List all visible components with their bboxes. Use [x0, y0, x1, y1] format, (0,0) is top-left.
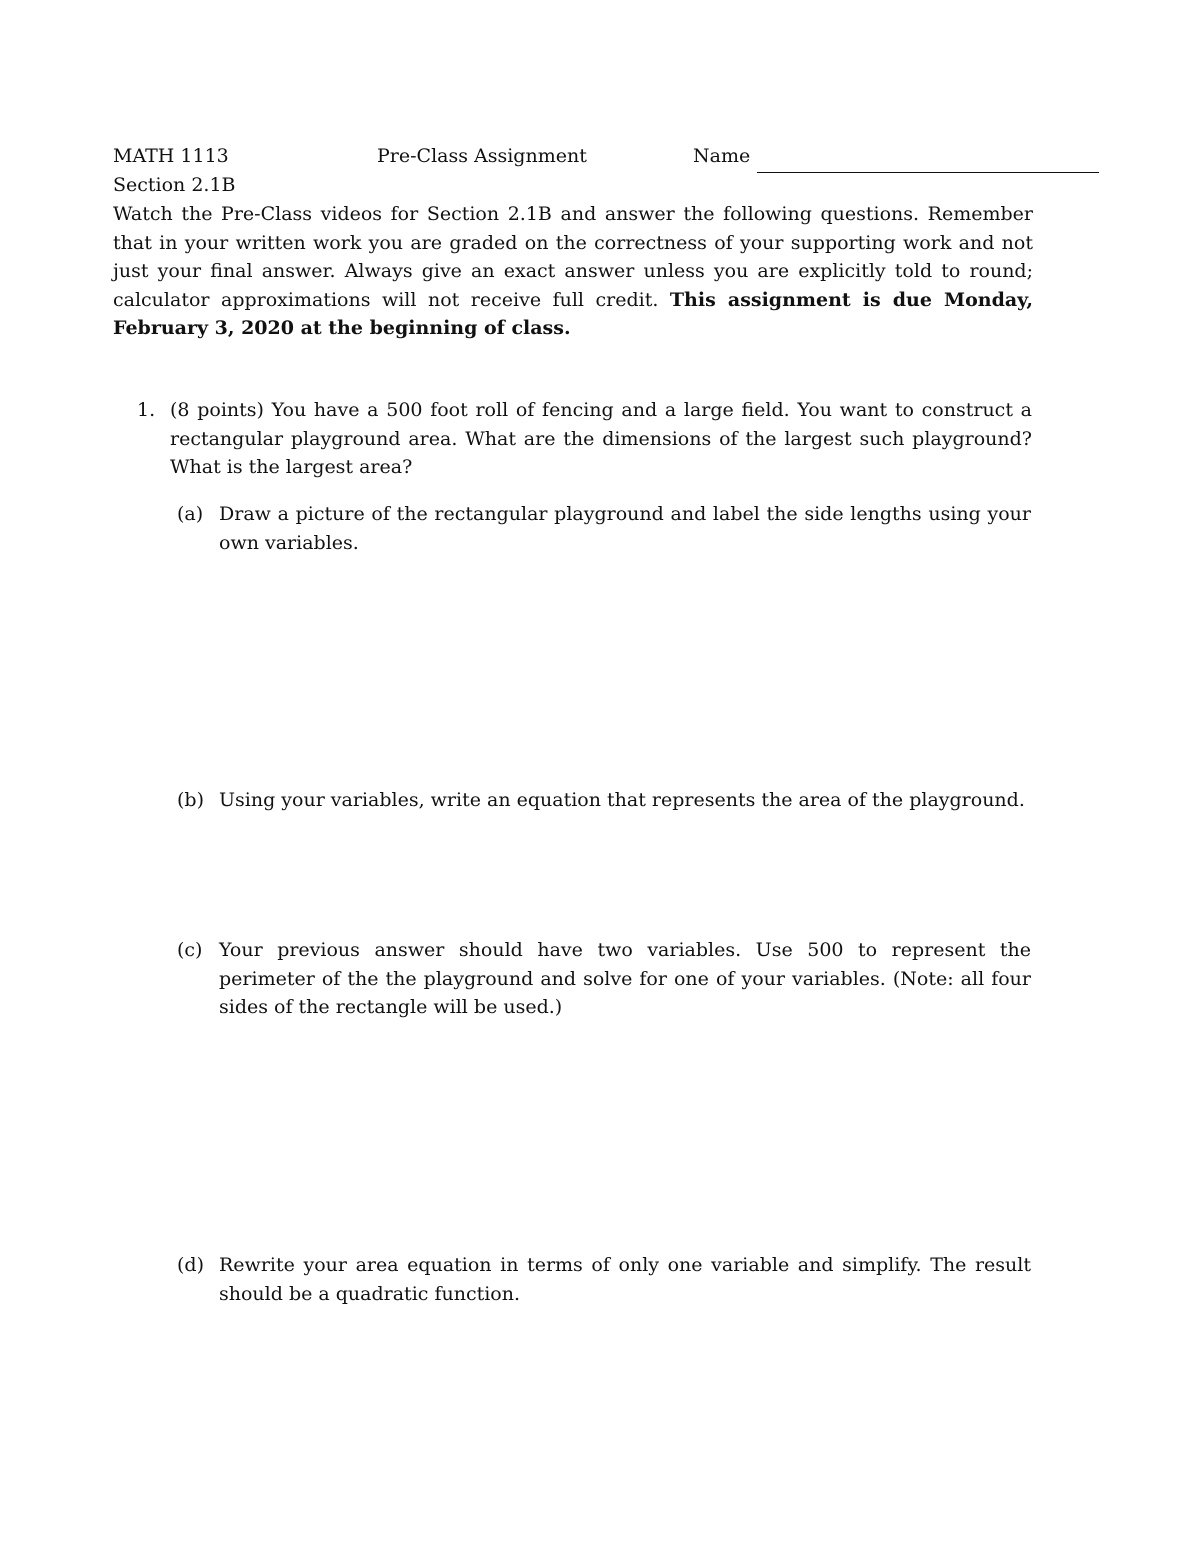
part-text: Your previous answer should have two variables. Use 500 to represent the perimeter of the the playground and solve for one of your variables. (Note: all four sides of the rectangle will be used.) — [219, 939, 1031, 1018]
part-text: Using your variables, write an equation that represents the area of the playground. — [219, 789, 1025, 811]
section-label: Section 2.1B — [113, 174, 236, 196]
question-number: 1. — [137, 399, 156, 421]
part-label: (b) — [177, 789, 204, 811]
question-1-part-d — [177, 1251, 1031, 1308]
instructions-paragraph — [113, 200, 1033, 343]
course-code: MATH 1113 — [113, 145, 229, 167]
name-blank-line[interactable] — [757, 172, 1099, 173]
assignment-type: Pre-Class Assignment — [377, 145, 587, 167]
instructions-text: Watch the Pre-Class videos for Section 2.1B and answer the following questions. Remember that in your written work you are graded on the correctness of your supporting work and not just your final answer. Always give an exact answer unless you are explicitly told to round; calculator approximations will not receive full credit. — [113, 203, 1033, 311]
question-text: (8 points) You have a 500 foot roll of fencing and a large field. You want to construct a rectangular playground area. What are the dimensions of the largest such playground? What is the largest area? — [170, 399, 1032, 478]
part-text: Draw a picture of the rectangular playground and label the side lengths using your own variables. — [219, 503, 1031, 554]
part-label: (c) — [177, 939, 203, 961]
due-date-statement: This assignment is due Monday, February 3, 2020 at the beginning of class. — [113, 288, 1034, 339]
name-label: Name — [693, 145, 751, 167]
question-1 — [137, 396, 1032, 482]
part-text: Rewrite your area equation in terms of only one variable and simplify. The result should be a quadratic function. — [219, 1254, 1031, 1305]
part-label: (a) — [177, 503, 204, 525]
question-1-part-a — [177, 500, 1031, 557]
question-1-part-c — [177, 936, 1031, 1022]
question-1-part-b — [177, 786, 1031, 815]
part-label: (d) — [177, 1254, 204, 1276]
